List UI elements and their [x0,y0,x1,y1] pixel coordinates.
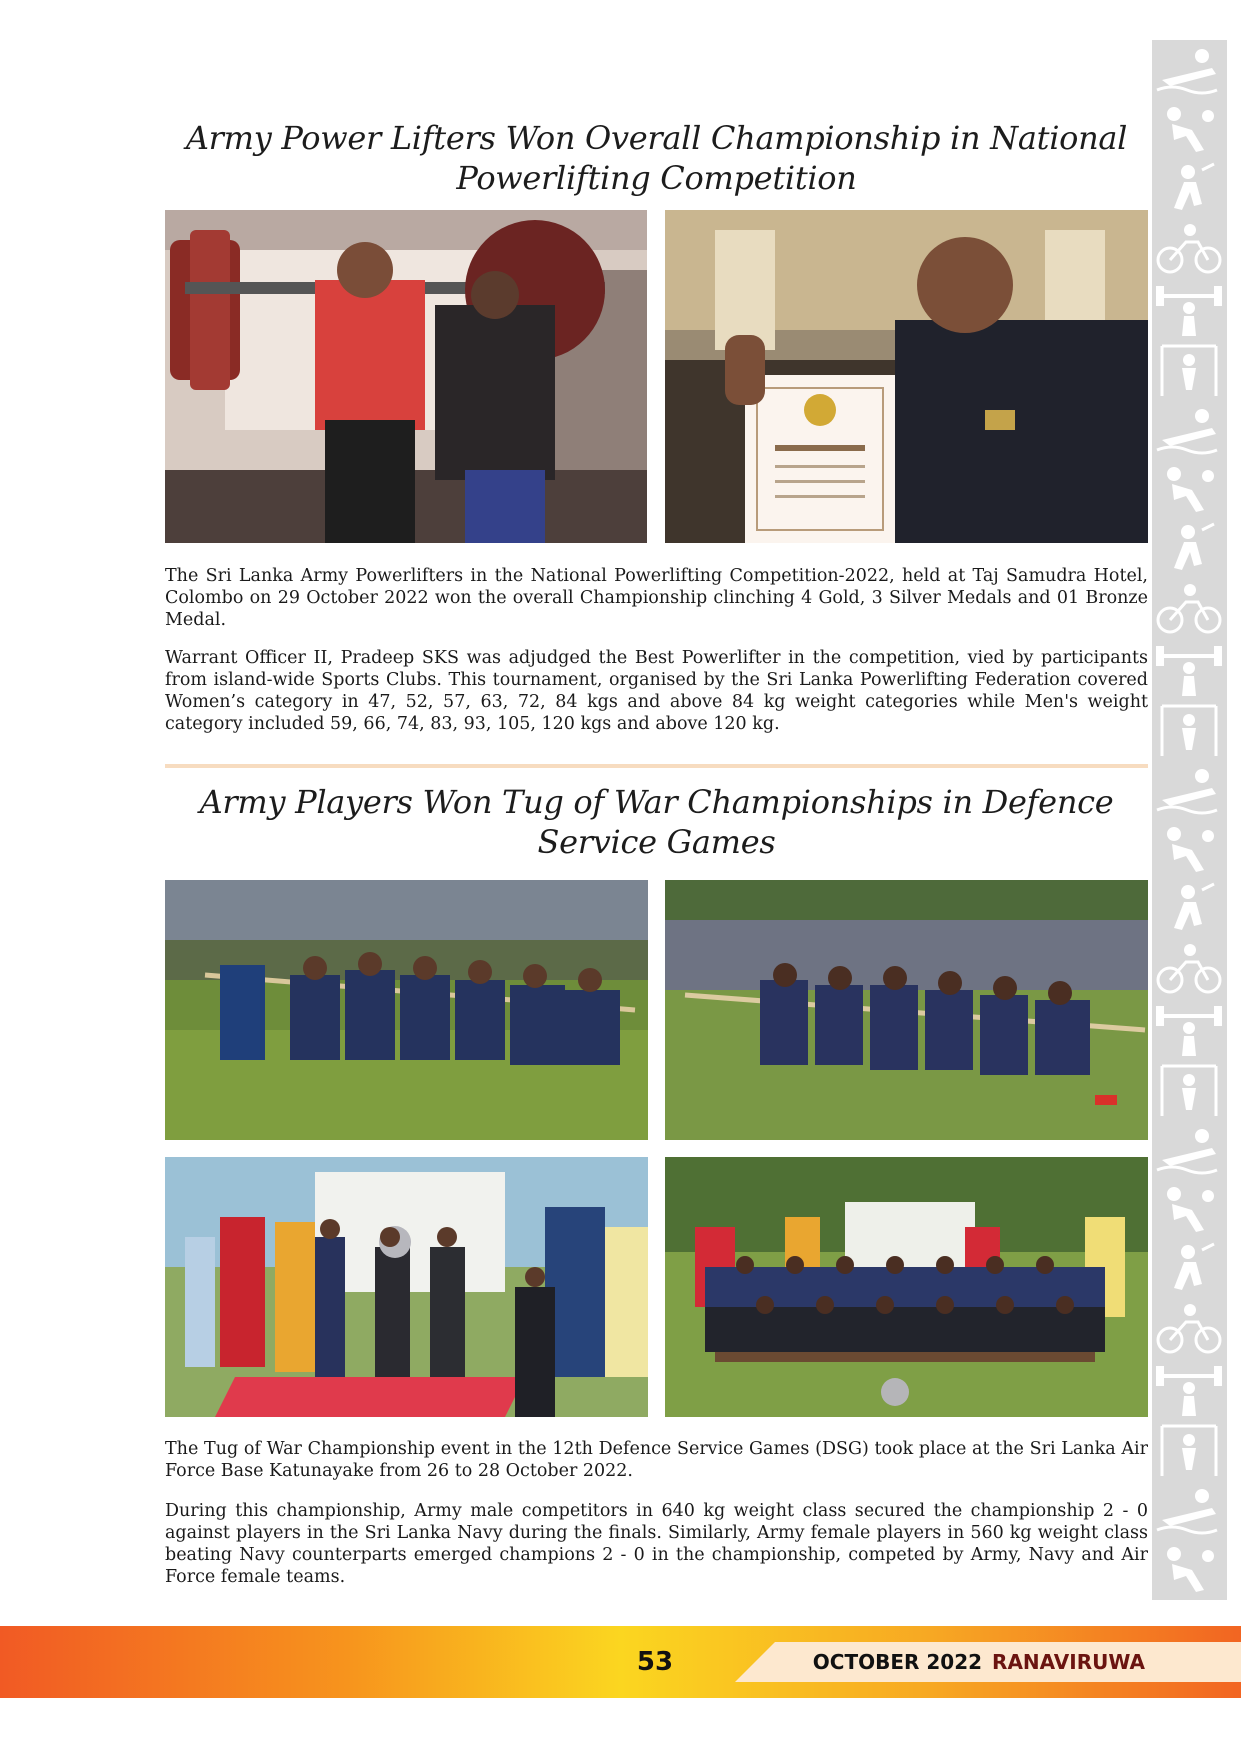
football-icon [1152,1360,1227,1420]
swimming-icon [1152,1540,1227,1600]
male-tug-of-war-photo [165,880,648,1140]
rowing-icon [1152,1420,1227,1480]
article2-paragraph-2: During this championship, Army male competitors in 640 kg weight class secured the championship 2 - 0 against players in the Sri Lanka Navy during the finals. Similarly, Army female players in 560 kg weight class beating Navy counterparts emerged champions 2 - 0 in the championship, competed by Army, Navy and Air Force female teams. [165,1501,1148,1587]
female-tug-of-war-photo [665,880,1148,1140]
archery-icon [1152,520,1227,580]
cricket-icon [1152,880,1227,940]
page-number: 53 [636,1647,674,1677]
rowing-icon [1152,820,1227,880]
rowing-icon [1152,40,1227,100]
gymnastics-icon [1152,1060,1227,1120]
swimming-icon [1152,760,1227,820]
section-divider [165,764,1148,768]
team-group-photo [665,1157,1148,1417]
wrestling-icon [1152,1180,1227,1240]
footer-issue-label [800,1642,1145,1682]
wrestling-icon [1152,460,1227,520]
cycling-icon [1152,1480,1227,1540]
volleyball-icon [1152,100,1227,160]
gymnastics-icon [1152,340,1227,400]
article2-headline: Army Players Won Tug of War Championships in Defence Service Games [199,783,1114,861]
sports-icon-strip [1152,40,1227,1600]
powerlifter-squat-photo [165,210,647,543]
powerlifter-certificate-photo [665,210,1148,543]
magazine-name: RANAVIRUWA [992,1650,1145,1674]
archery-icon [1152,1240,1227,1300]
weightlifting-icon [1152,280,1227,340]
article2-paragraph-1: The Tug of War Championship event in the 12th Defence Service Games (DSG) took place at the Sri Lanka Air Force Base Katunayake from 26 to 28 October 2022. [165,1439,1148,1481]
rugby-icon [1152,400,1227,460]
boxing-icon [1152,940,1227,1000]
athletics-icon [1152,1300,1227,1360]
cycling-icon [1152,700,1227,760]
article1-headline: Army Power Lifters Won Overall Championship in National Powerlifting Competition [185,119,1128,197]
tennis-icon [1152,160,1227,220]
cycling-icon [1152,220,1227,280]
trophy-presentation-photo [165,1157,648,1417]
rugby-icon [1152,1120,1227,1180]
issue-date: OCTOBER 2022 [812,1650,983,1674]
article1-paragraph-1: The Sri Lanka Army Powerlifters in the National Powerlifting Competition-2022, held at Taj Samudra Hotel, Colombo on 29 October 2022 won the overall Championship clinching 4 Gold, 3 Silver Medals and 01 Bronze Medal. [165,566,1148,630]
athletics-icon [1152,580,1227,640]
article1-paragraph-2: Warrant Officer II, Pradeep SKS was adjudged the Best Powerlifter in the competition, vied by participants from island-wide Sports Clubs. This tournament, organised by the Sri Lanka Powerlifting Federation covered Women’s category in 47, 52, 57, 63, 72, 84 kgs and above 84 kg weight categories while Men's weight category included 59, 66, 74, 83, 93, 105, 120 kgs and above 120 kg. [165,648,1148,734]
basketball-icon [1152,640,1227,700]
weightlifting-icon [1152,1000,1227,1060]
